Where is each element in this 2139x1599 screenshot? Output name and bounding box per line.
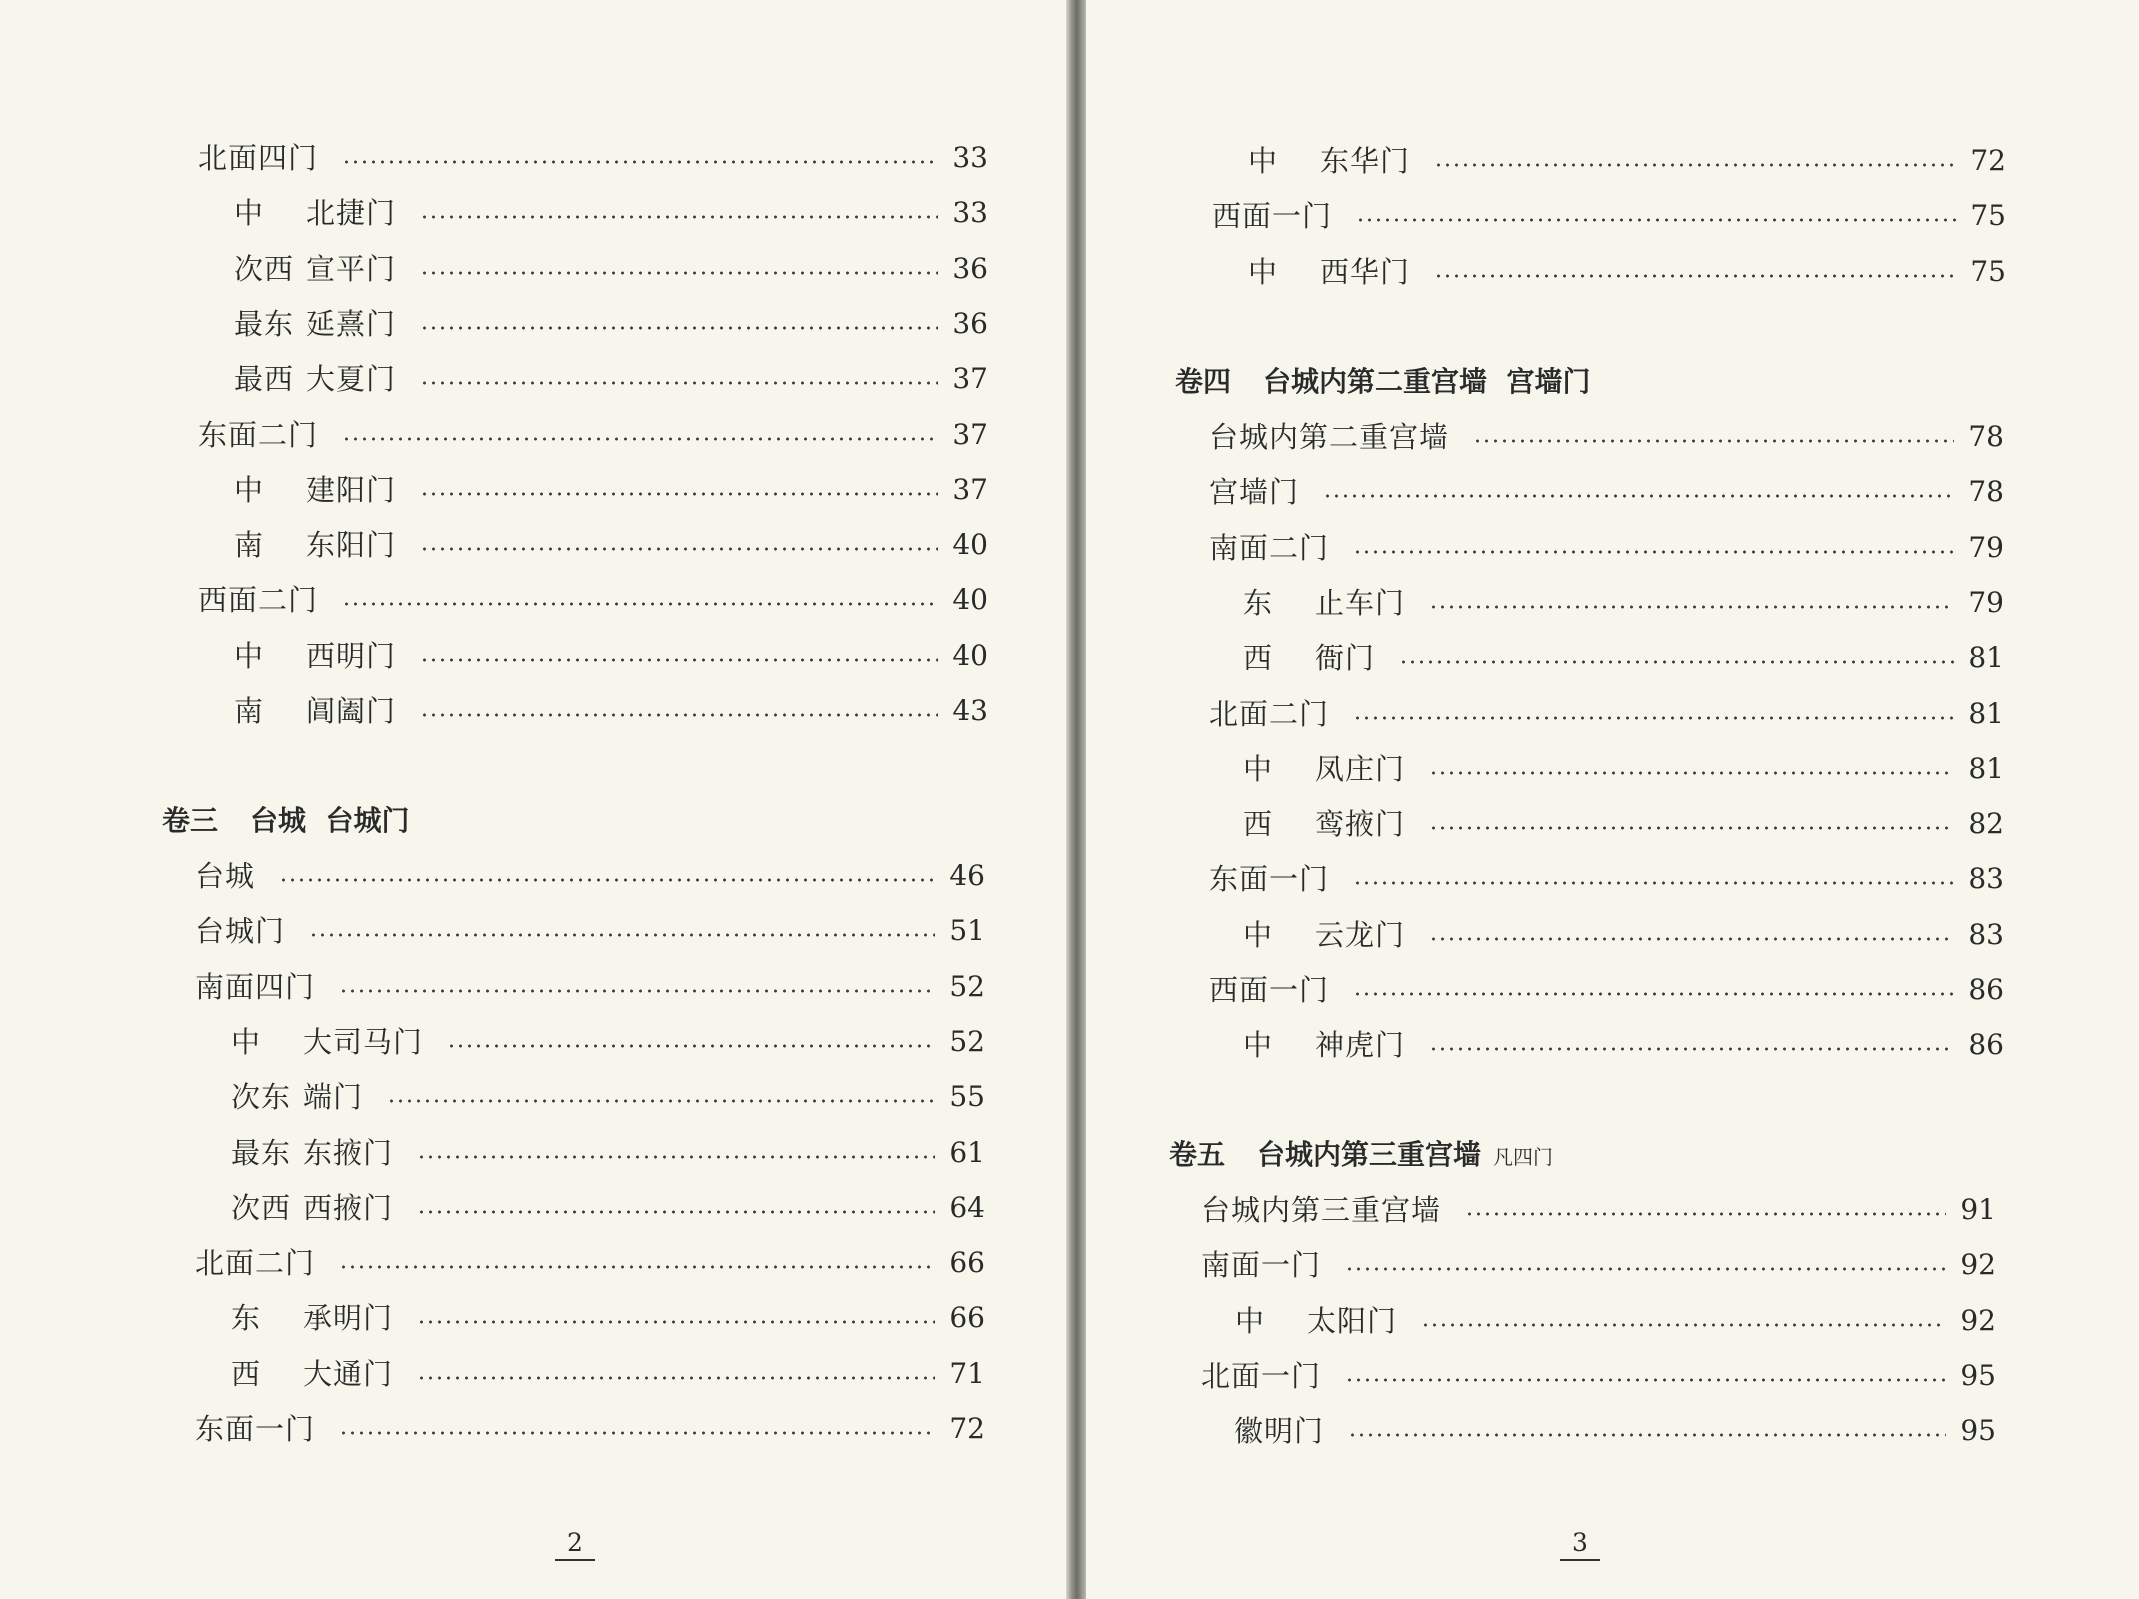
toc-page-number: 79 [1968, 585, 2004, 619]
toc-entry-prefix: 最西 [234, 362, 295, 397]
toc-page-number: 66 [949, 1246, 985, 1280]
toc-entry-title: 台城 [195, 859, 256, 893]
toc-entry-title: 南面二门 [1209, 530, 1330, 565]
toc-page-number: 95 [1960, 1358, 1996, 1392]
toc-entry [195, 1409, 985, 1449]
toc-entry-title: 凤庄门 [1315, 751, 1406, 786]
toc-entry [198, 415, 988, 455]
toc-entry-title: 阊阖门 [306, 694, 397, 728]
toc-entry [1201, 1190, 1996, 1230]
toc-entry-prefix: 中 [1243, 1028, 1274, 1063]
section-title: 台城内第二重宫墙 宫墙门 [1263, 365, 1591, 398]
toc-entry [1209, 859, 2004, 899]
toc-page-number: 37 [952, 362, 988, 396]
toc-entry-prefix: 西 [1243, 641, 1274, 676]
toc-entry [195, 967, 985, 1007]
toc-entry-text [1248, 252, 1410, 292]
toc-entry-text [198, 138, 318, 178]
dot-leader [1429, 771, 1954, 775]
toc-entry-prefix: 中 [231, 1024, 262, 1059]
toc-page-number: 36 [952, 306, 988, 340]
toc-page-number: 92 [1960, 1303, 1996, 1337]
toc-entry [1209, 417, 2004, 457]
toc-entry-prefix: 中 [1248, 254, 1279, 289]
toc-entry-title: 西面一门 [1209, 973, 1330, 1007]
dot-leader [1353, 716, 1954, 720]
toc-entry-text [231, 1133, 393, 1173]
toc-entry-prefix: 最东 [231, 1135, 292, 1170]
toc-entry [234, 304, 988, 344]
toc-entry-title: 延熹门 [306, 306, 397, 341]
toc-entry-prefix: 最东 [234, 306, 295, 341]
section-heading-vol5 [1169, 1133, 1553, 1177]
toc-entry-text [195, 1409, 315, 1449]
toc-entry-text [231, 1188, 393, 1228]
toc-entry [1209, 472, 2004, 512]
dot-leader [342, 160, 938, 164]
dot-leader [339, 1431, 935, 1435]
toc-entry-title: 端门 [303, 1080, 364, 1115]
toc-entry-title: 东面一门 [195, 1412, 316, 1446]
toc-entry-text [1201, 1245, 1321, 1285]
toc-page-number: 64 [949, 1190, 985, 1224]
dot-leader [1345, 1267, 1946, 1271]
toc-entry-title: 西华门 [1320, 254, 1411, 289]
toc-entry-prefix: 中 [1243, 917, 1274, 952]
toc-entry-text [1243, 749, 1405, 789]
toc-entry-prefix: 次东 [231, 1080, 292, 1115]
dot-leader [1353, 550, 1954, 554]
toc-page-number: 81 [1968, 696, 2004, 730]
toc-page-number: 91 [1960, 1193, 1996, 1226]
section-label: 卷三 [162, 804, 219, 837]
toc-entry-title: 鸾掖门 [1315, 807, 1406, 842]
dot-leader [420, 547, 938, 551]
toc-entry-text [1235, 1301, 1397, 1341]
toc-page-number: 78 [1968, 420, 2004, 453]
toc-entry-text [1209, 417, 1449, 457]
toc-entry [1235, 1301, 1996, 1341]
toc-page-number: 72 [1970, 144, 2006, 177]
toc-entry-text [195, 1243, 315, 1283]
dot-leader [1429, 1047, 1954, 1051]
toc-entry-text [1212, 196, 1332, 236]
dot-leader [420, 492, 938, 496]
dot-leader [1353, 881, 1954, 885]
toc-entry-title: 北面二门 [195, 1246, 316, 1281]
toc-entry [1201, 1245, 1996, 1285]
toc-page-number: 33 [952, 141, 988, 174]
toc-entry-title: 云龙门 [1315, 917, 1406, 952]
toc-page-number: 79 [1968, 530, 2004, 564]
section-heading-vol4 [1175, 360, 1591, 404]
toc-entry [231, 1354, 985, 1394]
toc-entry-text [1234, 1411, 1324, 1451]
toc-entry-title: 东面一门 [1209, 862, 1330, 897]
toc-entry-title: 南面一门 [1201, 1248, 1322, 1283]
toc-entry [1212, 196, 2006, 236]
toc-entry-title: 台城内第二重宫墙 [1209, 420, 1450, 454]
toc-page-number: 82 [1968, 807, 2004, 841]
dot-leader [1429, 605, 1954, 609]
toc-entry-title: 北面二门 [1209, 696, 1330, 731]
toc-entry [198, 138, 988, 178]
toc-entry [234, 525, 988, 565]
toc-entry-text [1243, 1025, 1405, 1065]
dot-leader [420, 326, 938, 330]
toc-page-number: 66 [949, 1301, 985, 1335]
toc-entry-text [1201, 1356, 1321, 1396]
toc-entry-title: 止车门 [1315, 585, 1406, 620]
toc-entry-prefix: 中 [234, 638, 265, 673]
toc-page-number: 36 [952, 251, 988, 285]
dot-leader [1465, 1212, 1946, 1216]
dot-leader [342, 602, 938, 606]
toc-entry-text [195, 856, 255, 896]
dot-leader [1434, 274, 1956, 278]
toc-entry [234, 636, 988, 676]
toc-entry-text [234, 636, 396, 676]
section-label: 卷四 [1175, 365, 1232, 398]
toc-entry-text [231, 1354, 393, 1394]
toc-entry-text [234, 193, 396, 233]
dot-leader [339, 1265, 935, 1269]
toc-entry-text [1209, 472, 1299, 512]
toc-entry [1243, 804, 2004, 844]
toc-entry [234, 359, 988, 399]
toc-page-number: 40 [952, 638, 988, 672]
toc-entry-title: 宫墙门 [1209, 475, 1300, 510]
toc-entry-title: 建阳门 [306, 472, 397, 507]
toc-entry-text [195, 911, 285, 951]
toc-entry [231, 1298, 985, 1338]
toc-entry [1201, 1356, 1996, 1396]
dot-leader [447, 1044, 935, 1048]
toc-entry [1248, 252, 2006, 292]
dot-leader [1323, 494, 1954, 498]
toc-page-number: 83 [1968, 862, 2004, 896]
toc-entry-title: 西面二门 [198, 583, 319, 618]
toc-page-number: 40 [952, 583, 988, 617]
dot-leader [1356, 218, 1956, 222]
dot-leader [417, 1320, 935, 1324]
toc-page-number: 86 [1968, 973, 2004, 1006]
toc-page-number: 46 [949, 859, 985, 892]
toc-entry-title: 东面二门 [198, 417, 319, 452]
toc-entry [1209, 970, 2004, 1010]
toc-entry-title: 西掖门 [303, 1190, 394, 1225]
dot-leader [420, 381, 938, 385]
toc-entry [198, 580, 988, 620]
toc-entry-text [1243, 638, 1375, 678]
toc-entry [231, 1133, 985, 1173]
dot-leader [279, 878, 935, 882]
toc-entry-text [234, 359, 396, 399]
toc-entry-title: 承明门 [303, 1301, 394, 1336]
toc-entry-text [234, 691, 396, 731]
toc-entry-title: 东阳门 [306, 528, 397, 563]
toc-entry [234, 249, 988, 289]
toc-entry [1248, 141, 2006, 181]
toc-entry-text [231, 1022, 423, 1062]
toc-entry-text [231, 1298, 393, 1338]
toc-entry-title: 北捷门 [306, 196, 397, 231]
toc-page-number: 95 [1960, 1414, 1996, 1448]
toc-page-number: 75 [1970, 254, 2006, 288]
toc-entry-title: 大夏门 [306, 362, 397, 397]
toc-page-number: 86 [1968, 1028, 2004, 1062]
dot-leader [420, 658, 938, 662]
section-label: 卷五 [1169, 1138, 1226, 1171]
toc-entry-title: 大司马门 [303, 1024, 424, 1059]
dot-leader [1429, 937, 1954, 941]
toc-entry-text [234, 249, 396, 289]
toc-entry [231, 1022, 985, 1062]
dot-leader [1353, 992, 1954, 996]
toc-page-number: 61 [949, 1135, 985, 1169]
toc-entry-prefix: 次西 [234, 251, 295, 286]
toc-page-number: 33 [952, 196, 988, 230]
toc-entry [1243, 915, 2004, 955]
toc-entry-prefix: 次西 [231, 1190, 292, 1225]
toc-entry-text [1209, 694, 1329, 734]
toc-page-number: 40 [952, 528, 988, 562]
page-number: 2 [555, 1528, 595, 1561]
toc-page-number: 72 [949, 1412, 985, 1445]
toc-entry [195, 1243, 985, 1283]
toc-entry [1209, 528, 2004, 568]
toc-entry-title: 北面一门 [1201, 1358, 1322, 1393]
book-spine [1066, 0, 1086, 1599]
toc-entry [231, 1077, 985, 1117]
toc-entry-prefix: 南 [234, 694, 265, 728]
toc-page-number: 51 [949, 914, 985, 948]
toc-page-number: 75 [1970, 199, 2006, 233]
toc-entry-title: 宣平门 [306, 251, 397, 286]
toc-entry-text [1248, 141, 1410, 181]
toc-entry-text [234, 470, 396, 510]
toc-entry-prefix: 中 [234, 196, 265, 231]
toc-entry-prefix: 中 [1235, 1303, 1266, 1338]
dot-leader [1429, 826, 1954, 830]
toc-entry-prefix: 东 [1243, 585, 1274, 620]
toc-entry-title: 大通门 [303, 1356, 394, 1391]
toc-entry-title: 南面四门 [195, 969, 316, 1004]
section-note: 凡四门 [1493, 1145, 1554, 1169]
toc-page-number: 81 [1968, 751, 2004, 785]
toc-entry-title: 神虎门 [1315, 1028, 1406, 1063]
dot-leader [417, 1376, 935, 1380]
toc-entry [1243, 638, 2004, 678]
toc-entry [1234, 1411, 1996, 1451]
toc-page-number: 78 [1968, 475, 2004, 509]
toc-entry-title: 西面一门 [1212, 199, 1333, 234]
left-page [0, 0, 1066, 1599]
dot-leader [417, 1155, 935, 1159]
toc-entry-title: 台城门 [195, 914, 286, 949]
toc-entry-title: 东掖门 [303, 1135, 394, 1170]
dot-leader [1348, 1433, 1946, 1437]
toc-entry [195, 856, 985, 896]
toc-entry-text [231, 1077, 363, 1117]
dot-leader [420, 713, 938, 717]
right-page [1086, 0, 2139, 1599]
toc-page-number: 52 [949, 969, 985, 1003]
toc-entry [1243, 583, 2004, 623]
dot-leader [420, 215, 938, 219]
toc-page-number: 55 [949, 1080, 985, 1114]
dot-leader [1421, 1323, 1946, 1327]
toc-entry-text [198, 415, 318, 455]
dot-leader [417, 1210, 935, 1214]
toc-entry-prefix: 西 [1243, 807, 1274, 842]
toc-page-number: 52 [949, 1024, 985, 1058]
toc-entry [234, 193, 988, 233]
toc-entry-prefix: 中 [1243, 751, 1274, 786]
toc-entry-prefix: 东 [231, 1301, 262, 1336]
toc-entry-text [198, 580, 318, 620]
toc-entry-title: 东华门 [1320, 144, 1411, 178]
toc-page-number: 71 [949, 1356, 985, 1390]
toc-entry-prefix: 南 [234, 528, 265, 563]
toc-entry-title: 徽明门 [1234, 1414, 1325, 1449]
toc-entry-prefix: 中 [1248, 144, 1279, 178]
toc-entry [231, 1188, 985, 1228]
toc-entry-text [1209, 528, 1329, 568]
toc-entry-text [1243, 915, 1405, 955]
page-number: 3 [1560, 1528, 1600, 1561]
dot-leader [1434, 163, 1956, 167]
dot-leader [1399, 660, 1954, 664]
toc-entry-prefix: 中 [234, 472, 265, 507]
toc-entry-text [1243, 804, 1405, 844]
toc-page-number: 37 [952, 472, 988, 506]
toc-entry-title: 太阳门 [1307, 1303, 1398, 1338]
dot-leader [309, 933, 935, 937]
toc-entry [1209, 694, 2004, 734]
toc-entry-title: 北面四门 [198, 141, 319, 175]
dot-leader [342, 437, 938, 441]
toc-entry-text [1209, 970, 1329, 1010]
dot-leader [1473, 439, 1954, 443]
toc-page-number: 83 [1968, 917, 2004, 951]
toc-entry [1243, 749, 2004, 789]
dot-leader [1345, 1378, 1946, 1382]
toc-entry-title: 台城内第三重宫墙 [1201, 1193, 1442, 1227]
toc-entry-text [234, 304, 396, 344]
toc-page-number: 92 [1960, 1248, 1996, 1282]
dot-leader [387, 1099, 935, 1103]
section-title: 台城内第三重宫墙 [1257, 1138, 1482, 1171]
toc-entry-text [1201, 1190, 1441, 1230]
section-title: 台城 台城门 [250, 804, 410, 837]
toc-entry-text [234, 525, 396, 565]
toc-entry [195, 911, 985, 951]
dot-leader [420, 271, 938, 275]
toc-entry-text [1209, 859, 1329, 899]
toc-page-number: 43 [952, 694, 988, 727]
toc-entry-title: 衙门 [1315, 641, 1376, 676]
section-heading-vol3 [162, 799, 410, 843]
toc-entry [234, 691, 988, 731]
toc-entry [1243, 1025, 2004, 1065]
toc-entry-title: 西明门 [306, 638, 397, 673]
toc-page-number: 37 [952, 417, 988, 451]
toc-entry-text [195, 967, 315, 1007]
toc-entry [234, 470, 988, 510]
toc-entry-text [1243, 583, 1405, 623]
toc-entry-prefix: 西 [231, 1356, 262, 1391]
toc-page-number: 81 [1968, 641, 2004, 675]
dot-leader [339, 989, 935, 993]
